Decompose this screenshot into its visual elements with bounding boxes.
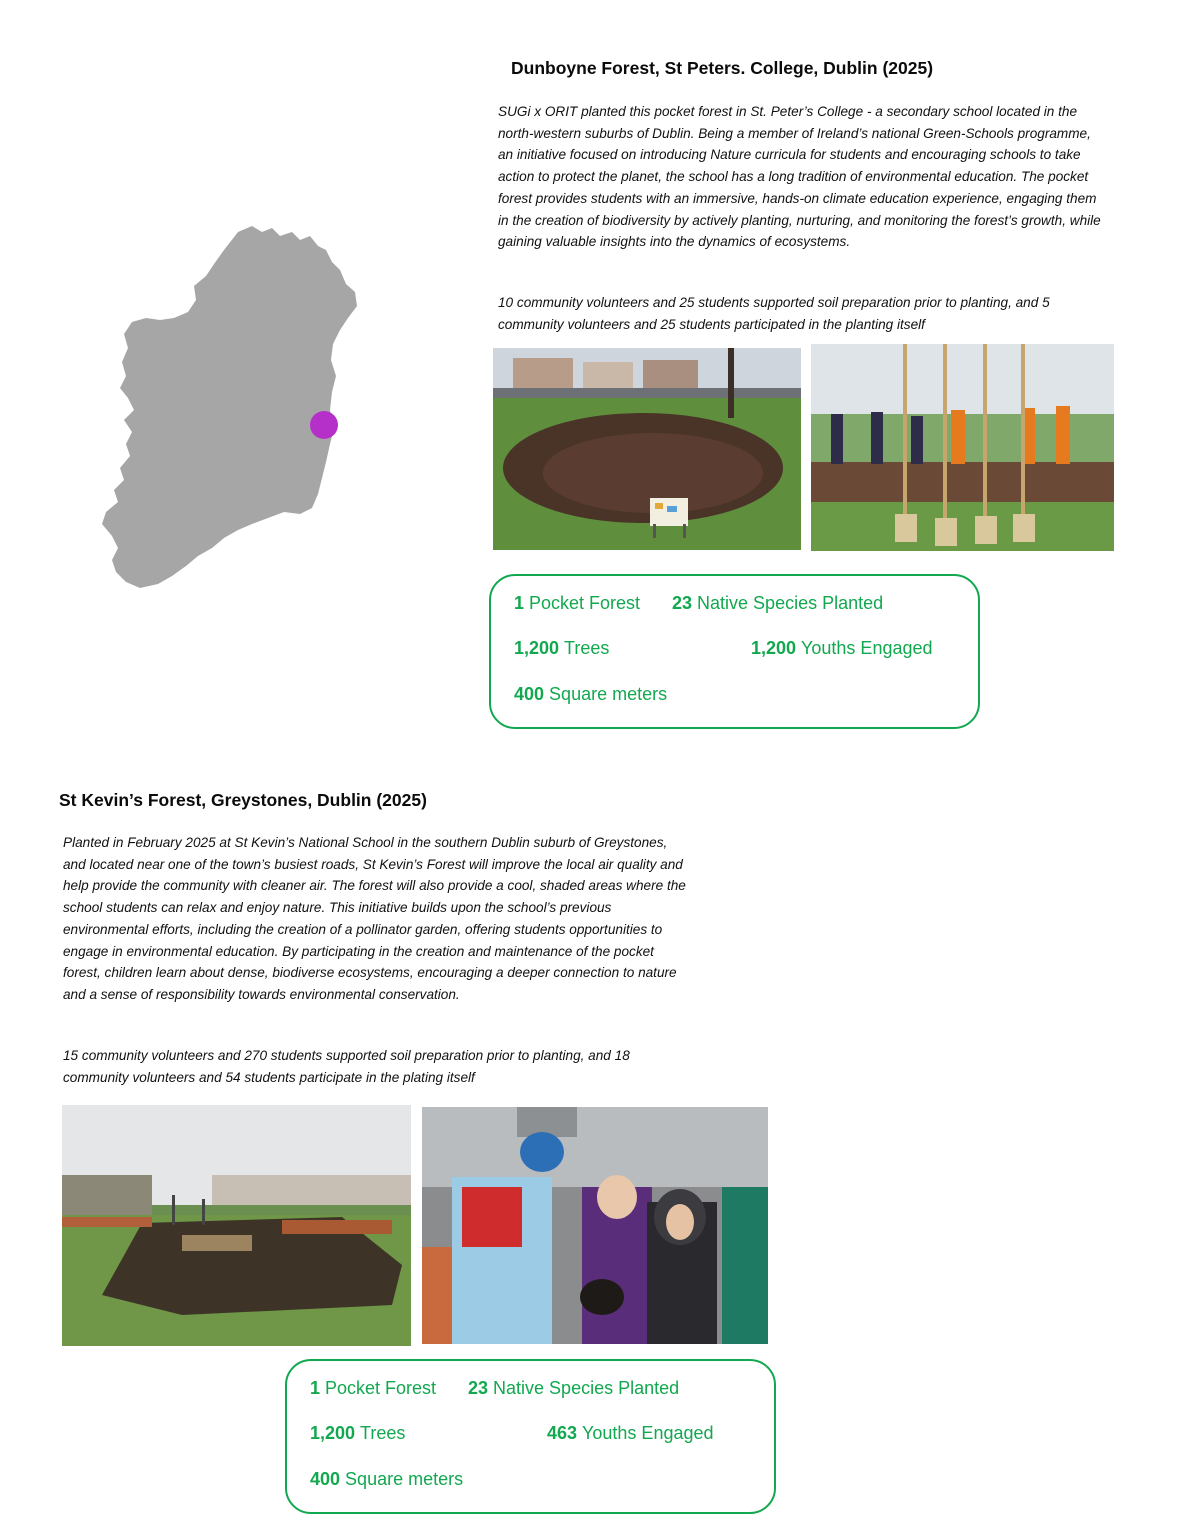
stat-youths-engaged: 463 Youths Engaged: [547, 1423, 714, 1443]
section2-stats-box: [285, 1359, 776, 1514]
location-marker: [310, 411, 338, 439]
section2-description: Planted in February 2025 at St Kevin’s National School in the southern Dublin suburb of Greystones, and located near one of the town’s busiest roads, St Kevin’s Forest will improve the local air quality and help provide the community with cleaner air. The forest will also provide a cool, shaded areas where the school students can relax and enjoy nature. This initiative builds upon the school’s previous environmental efforts, including the creation of a pollinator garden, offering students opportunities to engage in environmental education. By participating in the creation and maintenance of the pocket forest, children learn about dense, biodiverse ecosystems, encouraging a deeper connection to nature and a sense of responsibility towards environmental conservation.: [63, 835, 686, 1002]
ireland-map: [95, 220, 365, 595]
stat-pocket-forest: 1 Pocket Forest: [514, 593, 641, 613]
stat-native-species: 23 Native Species Planted: [468, 1378, 680, 1398]
section1-stats-box: [489, 574, 980, 729]
photo-forest-site: [62, 1105, 411, 1346]
section1-volunteers: 10 community volunteers and 25 students supported soil preparation prior to planting, and 5 community volunteers and 25 students participated in the planting itself: [498, 295, 1050, 332]
stat-youths-engaged: 1,200 Youths Engaged: [751, 638, 933, 658]
stat-native-species: 23 Native Species Planted: [672, 593, 884, 613]
stat-trees: 1,200 Trees: [514, 638, 610, 658]
section2-volunteers: 15 community volunteers and 270 students supported soil preparation prior to planting, and 18 community volunteers and 54 students participate in the plating itself: [63, 1048, 630, 1085]
stat-pocket-forest: 1 Pocket Forest: [310, 1378, 437, 1398]
stat-trees: 1,200 Trees: [310, 1423, 406, 1443]
ireland-shape: [102, 226, 357, 588]
section2-title: St Kevin’s Forest, Greystones, Dublin (2025): [59, 790, 427, 810]
stat-square-meters: 400 Square meters: [310, 1469, 464, 1489]
photo-students-shovels: [811, 344, 1114, 551]
stat-square-meters: 400 Square meters: [514, 684, 668, 704]
section1-description: SUGi x ORIT planted this pocket forest in St. Peter’s College - a secondary school located in the north-western suburbs of Dublin. Being a member of Ireland’s national Green-Schools programme, an initiative focused on introducing Nature curricula for students and encouraging schools to take action to protect the planet, the school has a long tradition of environmental education. The pocket forest provides students with an immersive, hands-on climate education experience, engaging them in the creation of biodiversity by actively planting, nurturing, and monitoring the forest’s growth, while gaining valuable insights into the dynamics of ecosystems.: [498, 104, 1101, 250]
section1-title: Dunboyne Forest, St Peters. College, Dublin (2025): [511, 58, 934, 78]
photo-field-with-sign: [493, 348, 801, 550]
photo-children-planting: [422, 1107, 768, 1344]
